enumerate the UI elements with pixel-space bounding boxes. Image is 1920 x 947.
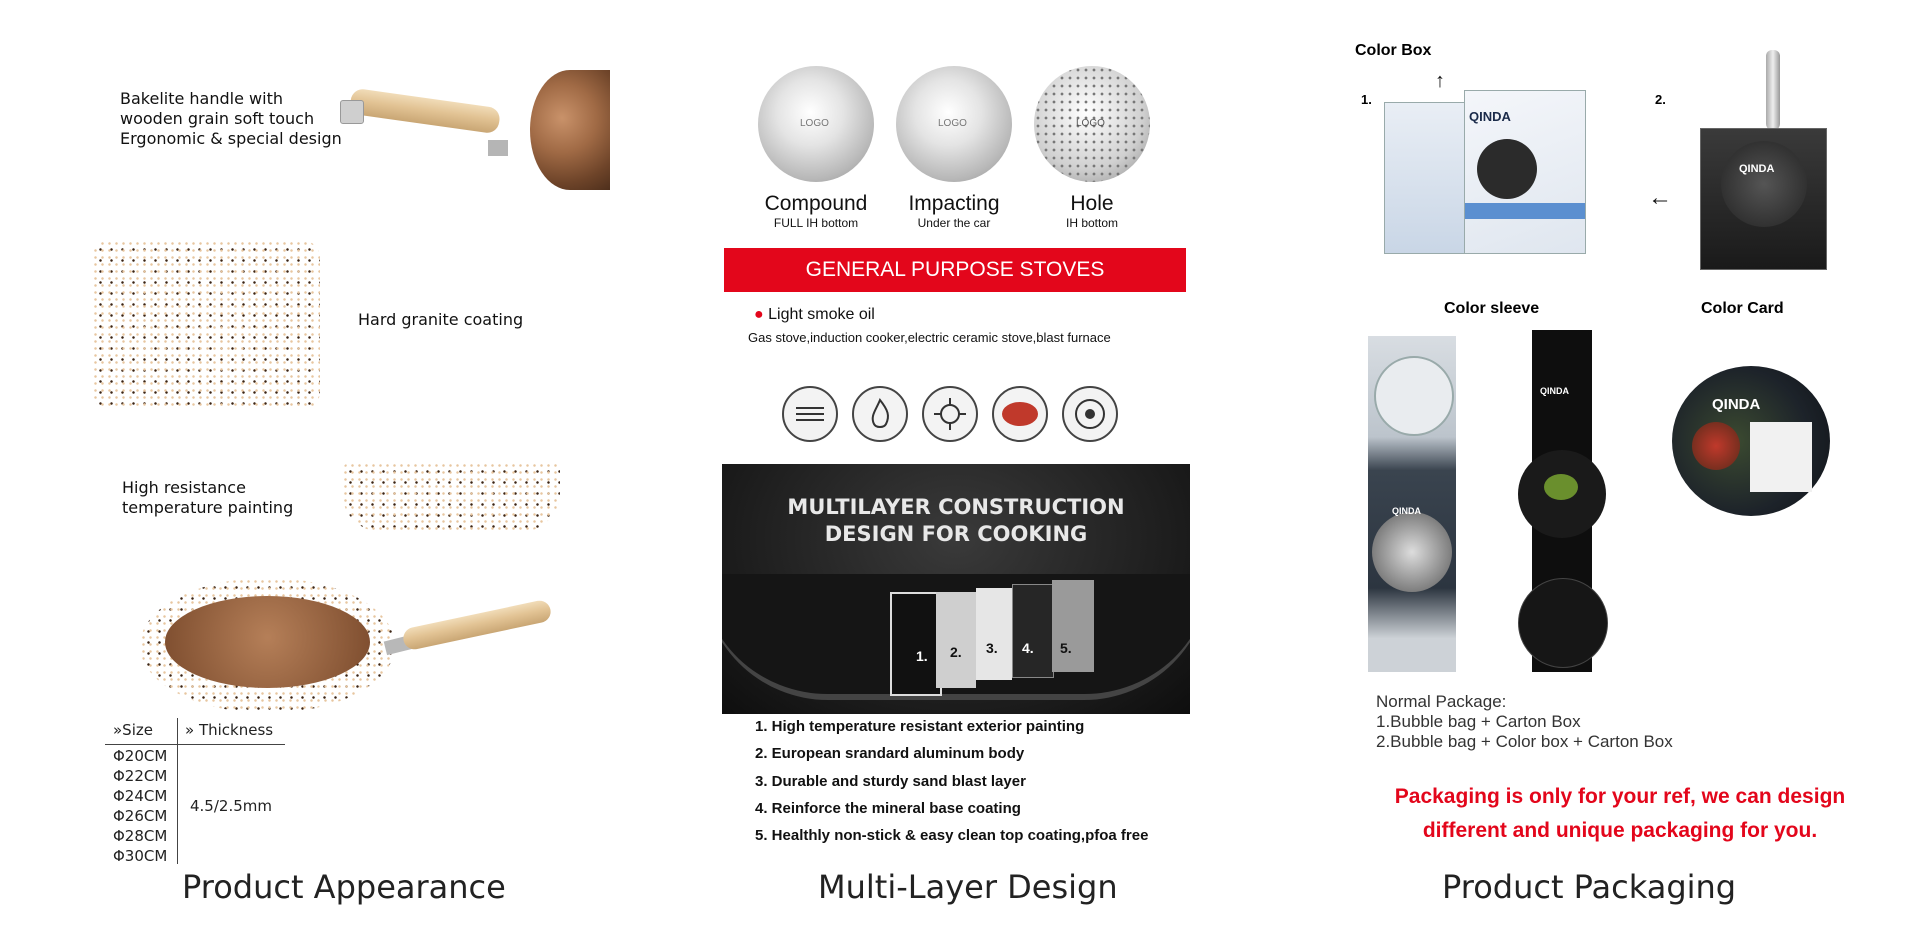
logo-mark: LOGO xyxy=(938,118,967,129)
bottom-sub: FULL IH bottom xyxy=(773,216,859,230)
bottom-sub: Under the car xyxy=(917,216,991,230)
card-info-panel xyxy=(1750,422,1812,492)
size-row: Φ20CM xyxy=(113,747,168,765)
layer-3 xyxy=(976,588,1012,680)
color-card-image xyxy=(1672,366,1830,516)
bottom-name: Impacting xyxy=(908,192,1000,215)
box-pan-photo xyxy=(1477,139,1537,199)
handle-cap xyxy=(340,100,364,124)
option-number-1: 1. xyxy=(1361,92,1372,107)
packaging-caption: Product Packaging xyxy=(1442,868,1737,906)
wood-handle xyxy=(349,88,501,135)
layer-number: 3. xyxy=(986,640,998,656)
packaging-notice xyxy=(1300,780,1920,848)
window-box-image xyxy=(1700,50,1825,270)
arrow-left-icon: ← xyxy=(1648,184,1672,211)
painting-line-2: temperature painting xyxy=(122,498,294,517)
color-card-title: Color Card xyxy=(1701,300,1784,317)
box-front xyxy=(1464,90,1586,254)
handle-line-3: Ergonomic & special design xyxy=(120,129,342,148)
bullet-text: Light smoke oil xyxy=(768,306,875,323)
feature-item: 2. European srandard aluminum body xyxy=(755,745,1025,762)
layer-number: 1. xyxy=(916,648,928,664)
pan-inner xyxy=(165,596,370,688)
color-box-image xyxy=(1384,82,1594,254)
layer-number: 4. xyxy=(1022,640,1034,656)
sleeve-grey-brand: QINDA xyxy=(1392,506,1421,516)
size-row: Φ24CM xyxy=(113,787,168,805)
impacting-bottom-image xyxy=(896,66,1012,182)
granite-coating-image xyxy=(92,240,320,410)
box-pan-handle xyxy=(1766,50,1780,130)
thickness-value: 4.5/2.5mm xyxy=(190,797,272,815)
box-brand: QINDA xyxy=(1469,109,1511,124)
size-list xyxy=(113,746,167,866)
layer-5 xyxy=(1052,580,1094,672)
size-table xyxy=(105,718,285,864)
card-brand: QINDA xyxy=(1712,396,1761,413)
avocado-photo xyxy=(1544,474,1578,500)
color-box-title: Color Box xyxy=(1355,42,1432,59)
layer-1 xyxy=(890,592,942,696)
size-header: »Size xyxy=(113,721,153,739)
handle-image xyxy=(340,70,560,180)
handle-description xyxy=(120,89,342,149)
size-row: Φ28CM xyxy=(113,827,168,845)
window-pan-photo xyxy=(1721,141,1807,227)
bottom-sub: IH bottom xyxy=(1065,216,1119,230)
gas-burner-icon xyxy=(922,386,978,442)
feature-item: 5. Healthly non-stick & easy clean top coating,pfoa free xyxy=(755,827,1149,844)
appearance-caption: Product Appearance xyxy=(182,868,506,906)
sleeve-grey-image xyxy=(1368,336,1456,672)
compound-label xyxy=(758,192,874,230)
bullet-line xyxy=(754,306,875,324)
feature-item: 3. Durable and sturdy sand blast layer xyxy=(755,773,1026,790)
construction-title-line-1: MULTILAYER CONSTRUCTION xyxy=(787,495,1125,519)
induction-coil-icon xyxy=(782,386,838,442)
normal-package-line-1: 1.Bubble bag + Carton Box xyxy=(1376,712,1581,731)
painting-line-1: High resistance xyxy=(122,478,246,497)
layer-4 xyxy=(1012,584,1054,678)
stove-types: Gas stove,induction cooker,electric ceramic stove,blast furnace xyxy=(748,330,1111,345)
painting-description xyxy=(122,478,293,518)
window-box-brand: QINDA xyxy=(1739,163,1775,175)
notice-line-1: Packaging is only for your ref, we can design xyxy=(1394,785,1846,808)
box-side xyxy=(1384,102,1466,254)
thickness-header: » Thickness xyxy=(185,721,274,739)
sleeve-black-circle xyxy=(1518,450,1606,538)
window-box-body xyxy=(1700,128,1827,270)
ceramic-plate-icon xyxy=(992,386,1048,442)
notice-line-2: different and unique packaging for you. xyxy=(1422,819,1818,842)
normal-package-line-2: 2.Bubble bag + Color box + Carton Box xyxy=(1376,732,1673,751)
sleeve-grey-circle xyxy=(1374,356,1454,436)
bottom-name: Hole xyxy=(1070,192,1114,215)
layer-number: 5. xyxy=(1060,640,1072,656)
layer-number: 2. xyxy=(950,644,962,660)
bullet-dot: ● xyxy=(754,306,764,323)
compound-bottom-image xyxy=(758,66,874,182)
pan-edge xyxy=(530,70,610,190)
feature-item: 1. High temperature resistant exterior painting xyxy=(755,718,1085,735)
handle-line-2: wooden grain soft touch xyxy=(120,109,315,128)
electric-hob-icon xyxy=(1062,386,1118,442)
box-stripe xyxy=(1465,203,1585,219)
logo-mark: LOGO xyxy=(1076,118,1105,129)
card-food-photo xyxy=(1692,422,1740,470)
construction-title-line-2: DESIGN FOR COOKING xyxy=(824,522,1088,546)
size-row: Φ22CM xyxy=(113,767,168,785)
sleeve-black-image xyxy=(1532,330,1592,672)
construction-title xyxy=(722,494,1190,548)
size-row: Φ30CM xyxy=(113,847,168,865)
option-number-2: 2. xyxy=(1655,92,1666,107)
bottom-name: Compound xyxy=(764,192,868,215)
pan-side-image xyxy=(342,462,560,532)
full-pan-image xyxy=(140,578,560,718)
coating-label: Hard granite coating xyxy=(358,310,524,329)
feature-item: 4. Reinforce the mineral base coating xyxy=(755,800,1021,817)
handle-line-1: Bakelite handle with xyxy=(120,89,283,108)
handle-rivet xyxy=(488,140,508,156)
sleeve-grey-pan xyxy=(1372,512,1452,592)
flame-icon xyxy=(852,386,908,442)
stoves-banner: GENERAL PURPOSE STOVES xyxy=(724,248,1186,292)
color-sleeve-title: Color sleeve xyxy=(1444,300,1540,317)
arrow-up-icon: ↑ xyxy=(1435,70,1445,92)
normal-package-title: Normal Package: xyxy=(1376,692,1507,711)
multilayer-caption: Multi-Layer Design xyxy=(818,868,1118,906)
table-header-line xyxy=(105,744,285,745)
sleeve-black-brand: QINDA xyxy=(1540,386,1569,396)
pan-handle xyxy=(401,599,552,652)
impacting-label xyxy=(896,192,1012,230)
hole-bottom-image xyxy=(1034,66,1150,182)
size-row: Φ26CM xyxy=(113,807,168,825)
logo-mark: LOGO xyxy=(800,118,829,129)
construction-image xyxy=(722,464,1190,714)
layer-2 xyxy=(936,592,976,688)
sleeve-black-bottom-circle xyxy=(1518,578,1608,668)
table-divider xyxy=(177,718,178,864)
hole-label xyxy=(1034,192,1150,230)
